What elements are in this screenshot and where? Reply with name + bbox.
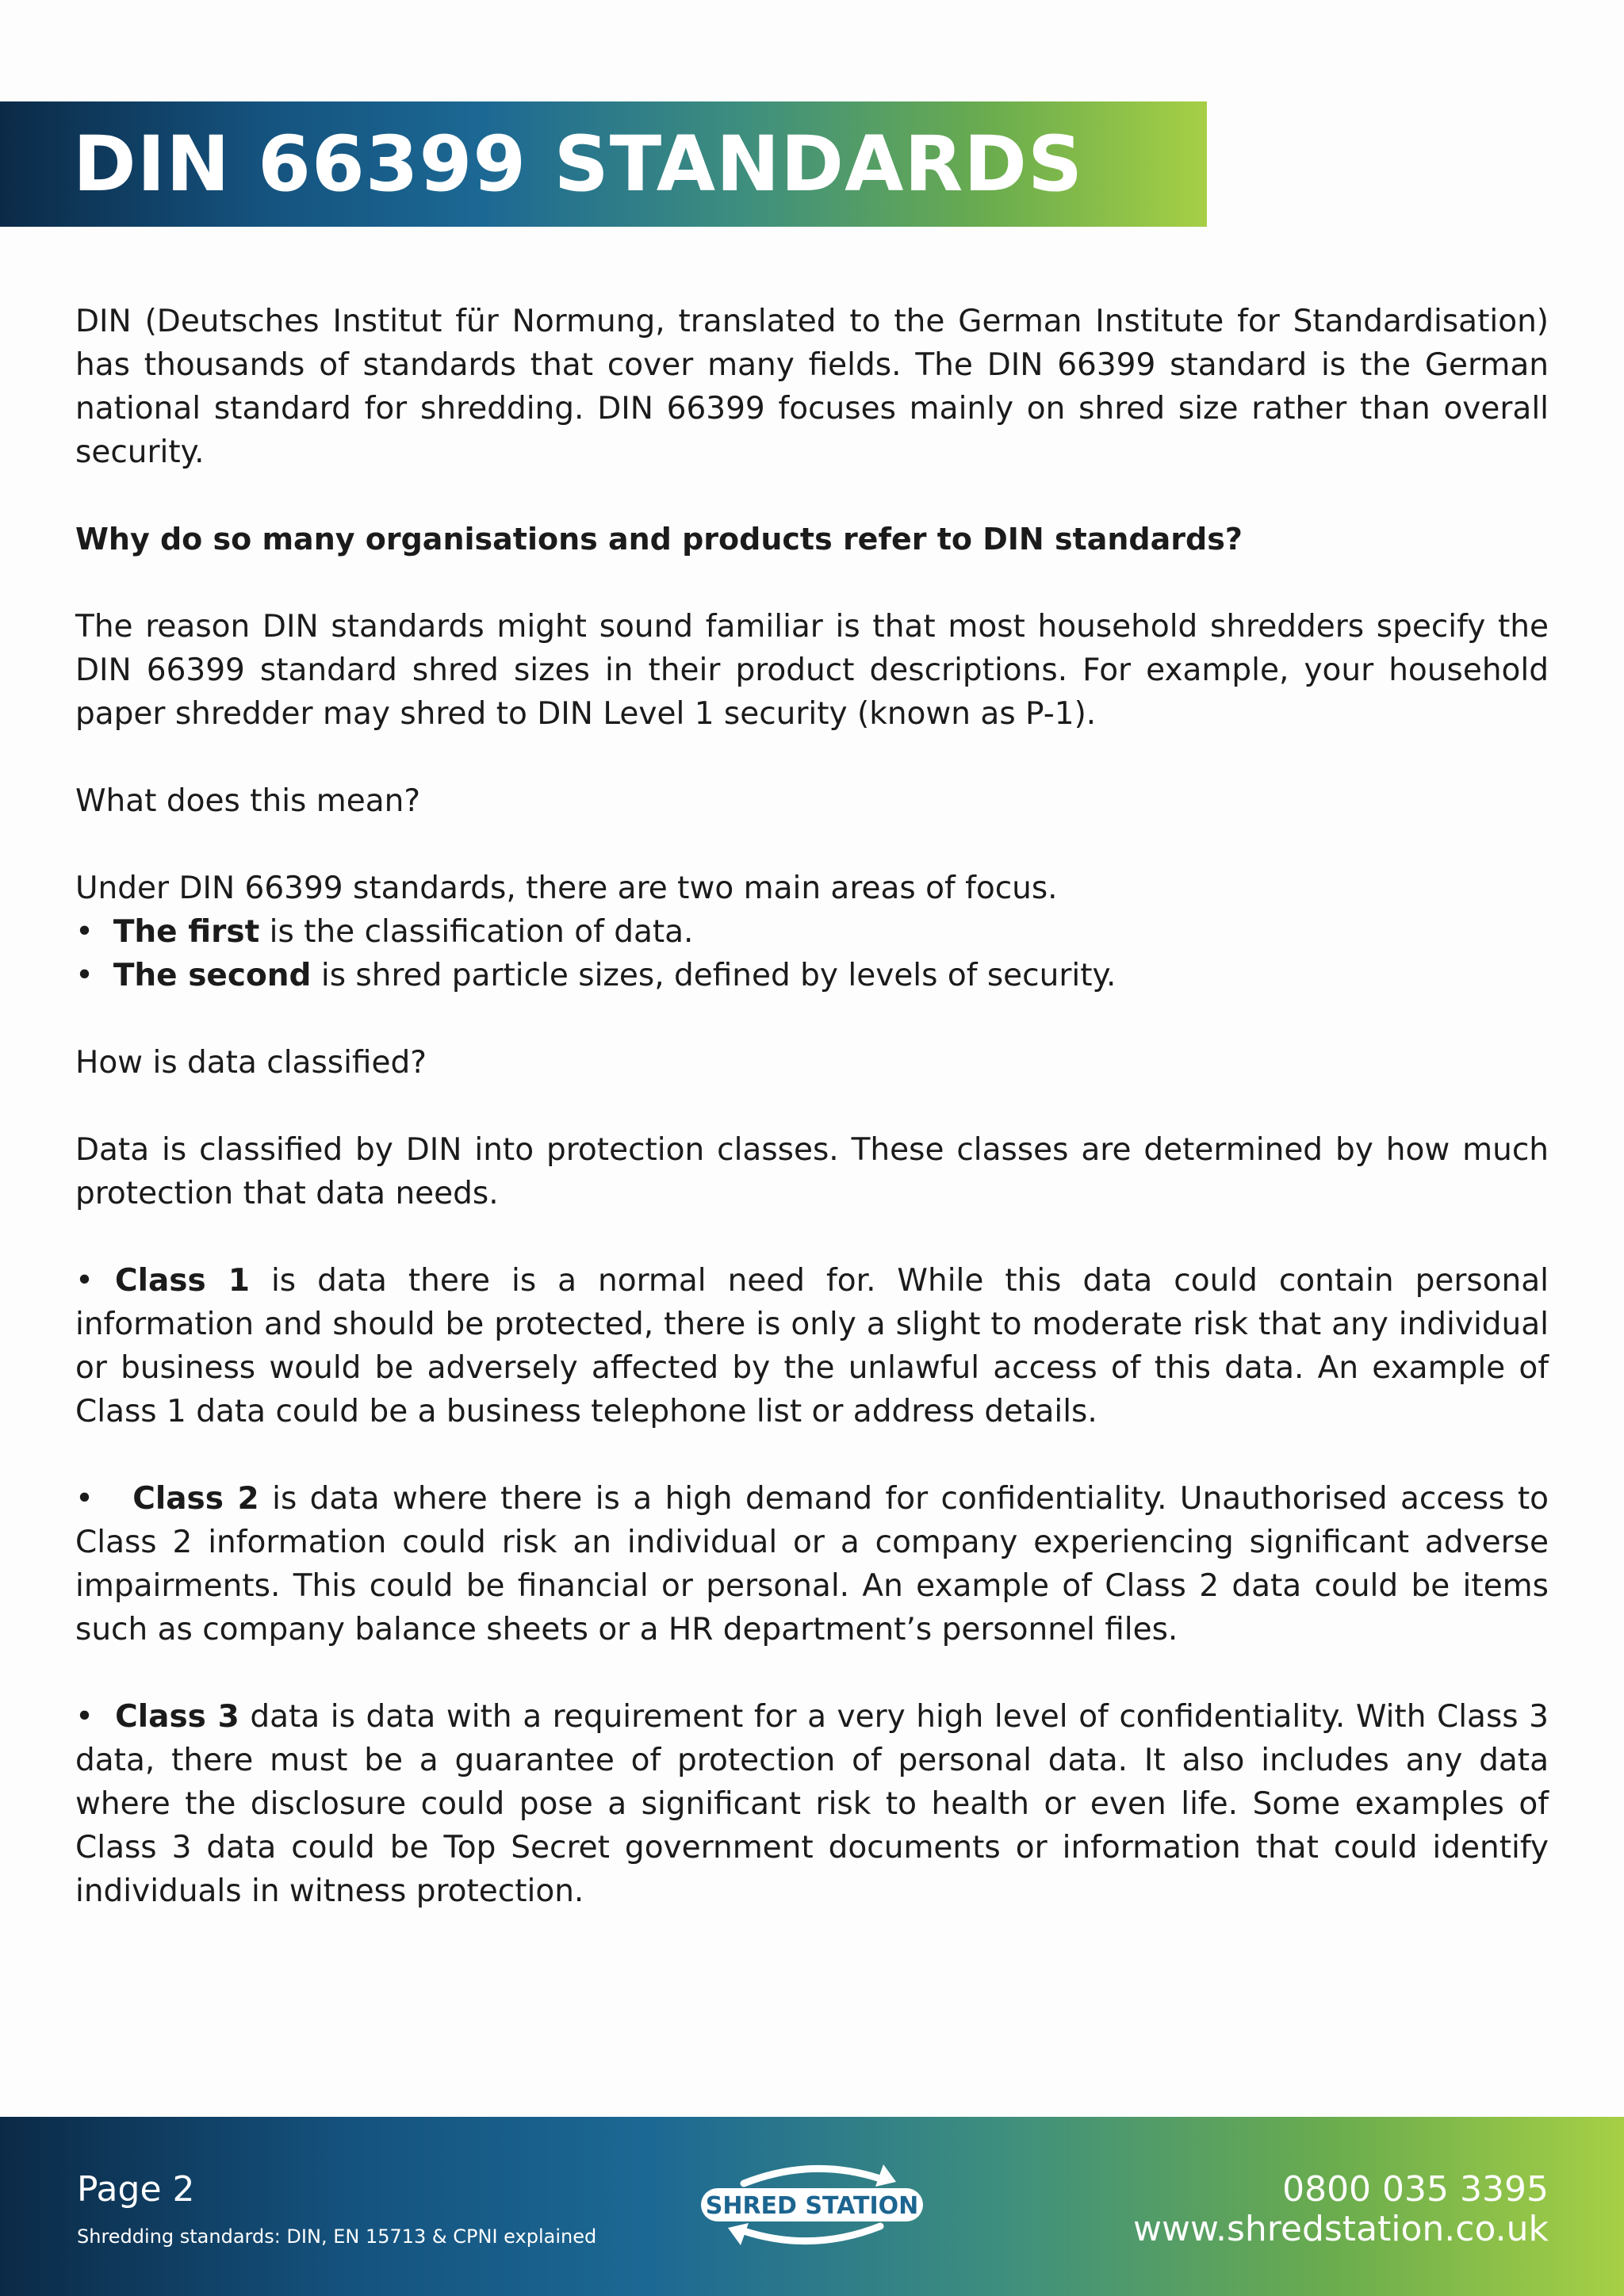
question-heading-1: Why do so many organisations and products refer to DIN standards? xyxy=(75,522,1243,557)
answer-paragraph-1: The reason DIN standards might sound familiar is that most household shredders specify the DIN 66399 standard shred sizes in their product descriptions. For example, your household paper shredder may shred to DIN Level 1 security (known as P-1). xyxy=(75,609,1549,732)
class-label: Class 2 xyxy=(132,1481,259,1517)
class-1-paragraph: • Class 1 is data there is a normal need for. While this data could contain personal information and should be protected, there is only a slight to moderate risk that any individual or business would be adversely affected by the unlawful access of this data. An example of Class 1 data could be a business telephone list or address details. xyxy=(75,1263,1549,1429)
page-title: DIN 66399 STANDARDS xyxy=(73,120,1084,209)
class-2-paragraph: • Class 2 is data where there is a high demand for confidentiality. Unauthorised access to Class 2 information could risk an individual or a company experiencing significant adverse impairments. This could be financial or personal. An example of Class 2 data could be items such as company balance sheets or a HR department’s personnel files. xyxy=(75,1481,1549,1647)
intro-paragraph: DIN (Deutsches Institut für Normung, translated to the German Institute for Standardisation) has thousands of standards that cover many fields. The DIN 66399 standard is the German national standard for shredding. DIN 66399 focuses mainly on shred size rather than overall security. xyxy=(75,304,1549,470)
focus-bullet-1: • The first is the classification of data. xyxy=(75,914,694,950)
focus-intro: Under DIN 66399 standards, there are two main areas of focus. xyxy=(75,871,1058,906)
class-label: Class 1 xyxy=(114,1263,250,1299)
classification-paragraph: Data is classified by DIN into protection classes. These classes are determined by how much protection that data needs. xyxy=(75,1132,1549,1211)
footer xyxy=(0,2117,1624,2296)
page-number: Page 2 xyxy=(77,2169,195,2210)
bullet-bold: The first xyxy=(113,914,260,950)
question-heading-3: How is data classified? xyxy=(75,1045,427,1081)
document-subtitle: Shredding standards: DIN, EN 15713 & CPNI explained xyxy=(77,2225,597,2248)
question-heading-2: What does this mean? xyxy=(75,783,421,819)
phone-number: 0800 035 3395 xyxy=(1282,2169,1549,2210)
class-text: data is data with a requirement for a very high level of confidentiality. With Class 3 data, there must be a guarantee of protection of personal data. It also includes any data where the disclosure could pose a significant risk to health or even life. Some examples of Class 3 data could be Top Secret government documents or information that could identify individuals in witness protection. xyxy=(75,1699,1549,1909)
bullet-bold: The second xyxy=(113,958,312,993)
class-text: is data there is a normal need for. While this data could contain personal information and should be protected, there is only a slight to moderate risk that any individual or business would be adversely affected by the unlawful access of this data. An example of Class 1 data could be a business telephone list or address details. xyxy=(75,1263,1549,1429)
website-url: www.shredstation.co.uk xyxy=(1133,2209,1549,2249)
bullet-text: is the classification of data. xyxy=(259,914,694,950)
header-banner xyxy=(0,101,1207,227)
logo-text: SHRED STATION xyxy=(705,2192,919,2220)
class-text: is data where there is a high demand for confidentiality. Unauthorised access to Class 2 information could risk an individual or a company experiencing significant adverse impairments. This could be financial or personal. An example of Class 2 data could be items such as company balance sheets or a HR department’s personnel files. xyxy=(75,1481,1549,1647)
main-content xyxy=(75,300,1549,1913)
class-3-paragraph: • Class 3 data is data with a requirement for a very high level of confidentiality. With Class 3 data, there must be a guarantee of protection of personal data. It also includes any data where the disclosure could pose a significant risk to health or even life. Some examples of Class 3 data could be Top Secret government documents or information that could identify individuals in witness protection. xyxy=(75,1699,1549,1909)
shred-station-logo xyxy=(696,2158,928,2252)
bullet-text: is shred particle sizes, defined by levels of security. xyxy=(311,958,1116,993)
class-label: Class 3 xyxy=(115,1699,239,1735)
focus-bullet-2: • The second is shred particle sizes, defined by levels of security. xyxy=(75,958,1116,993)
